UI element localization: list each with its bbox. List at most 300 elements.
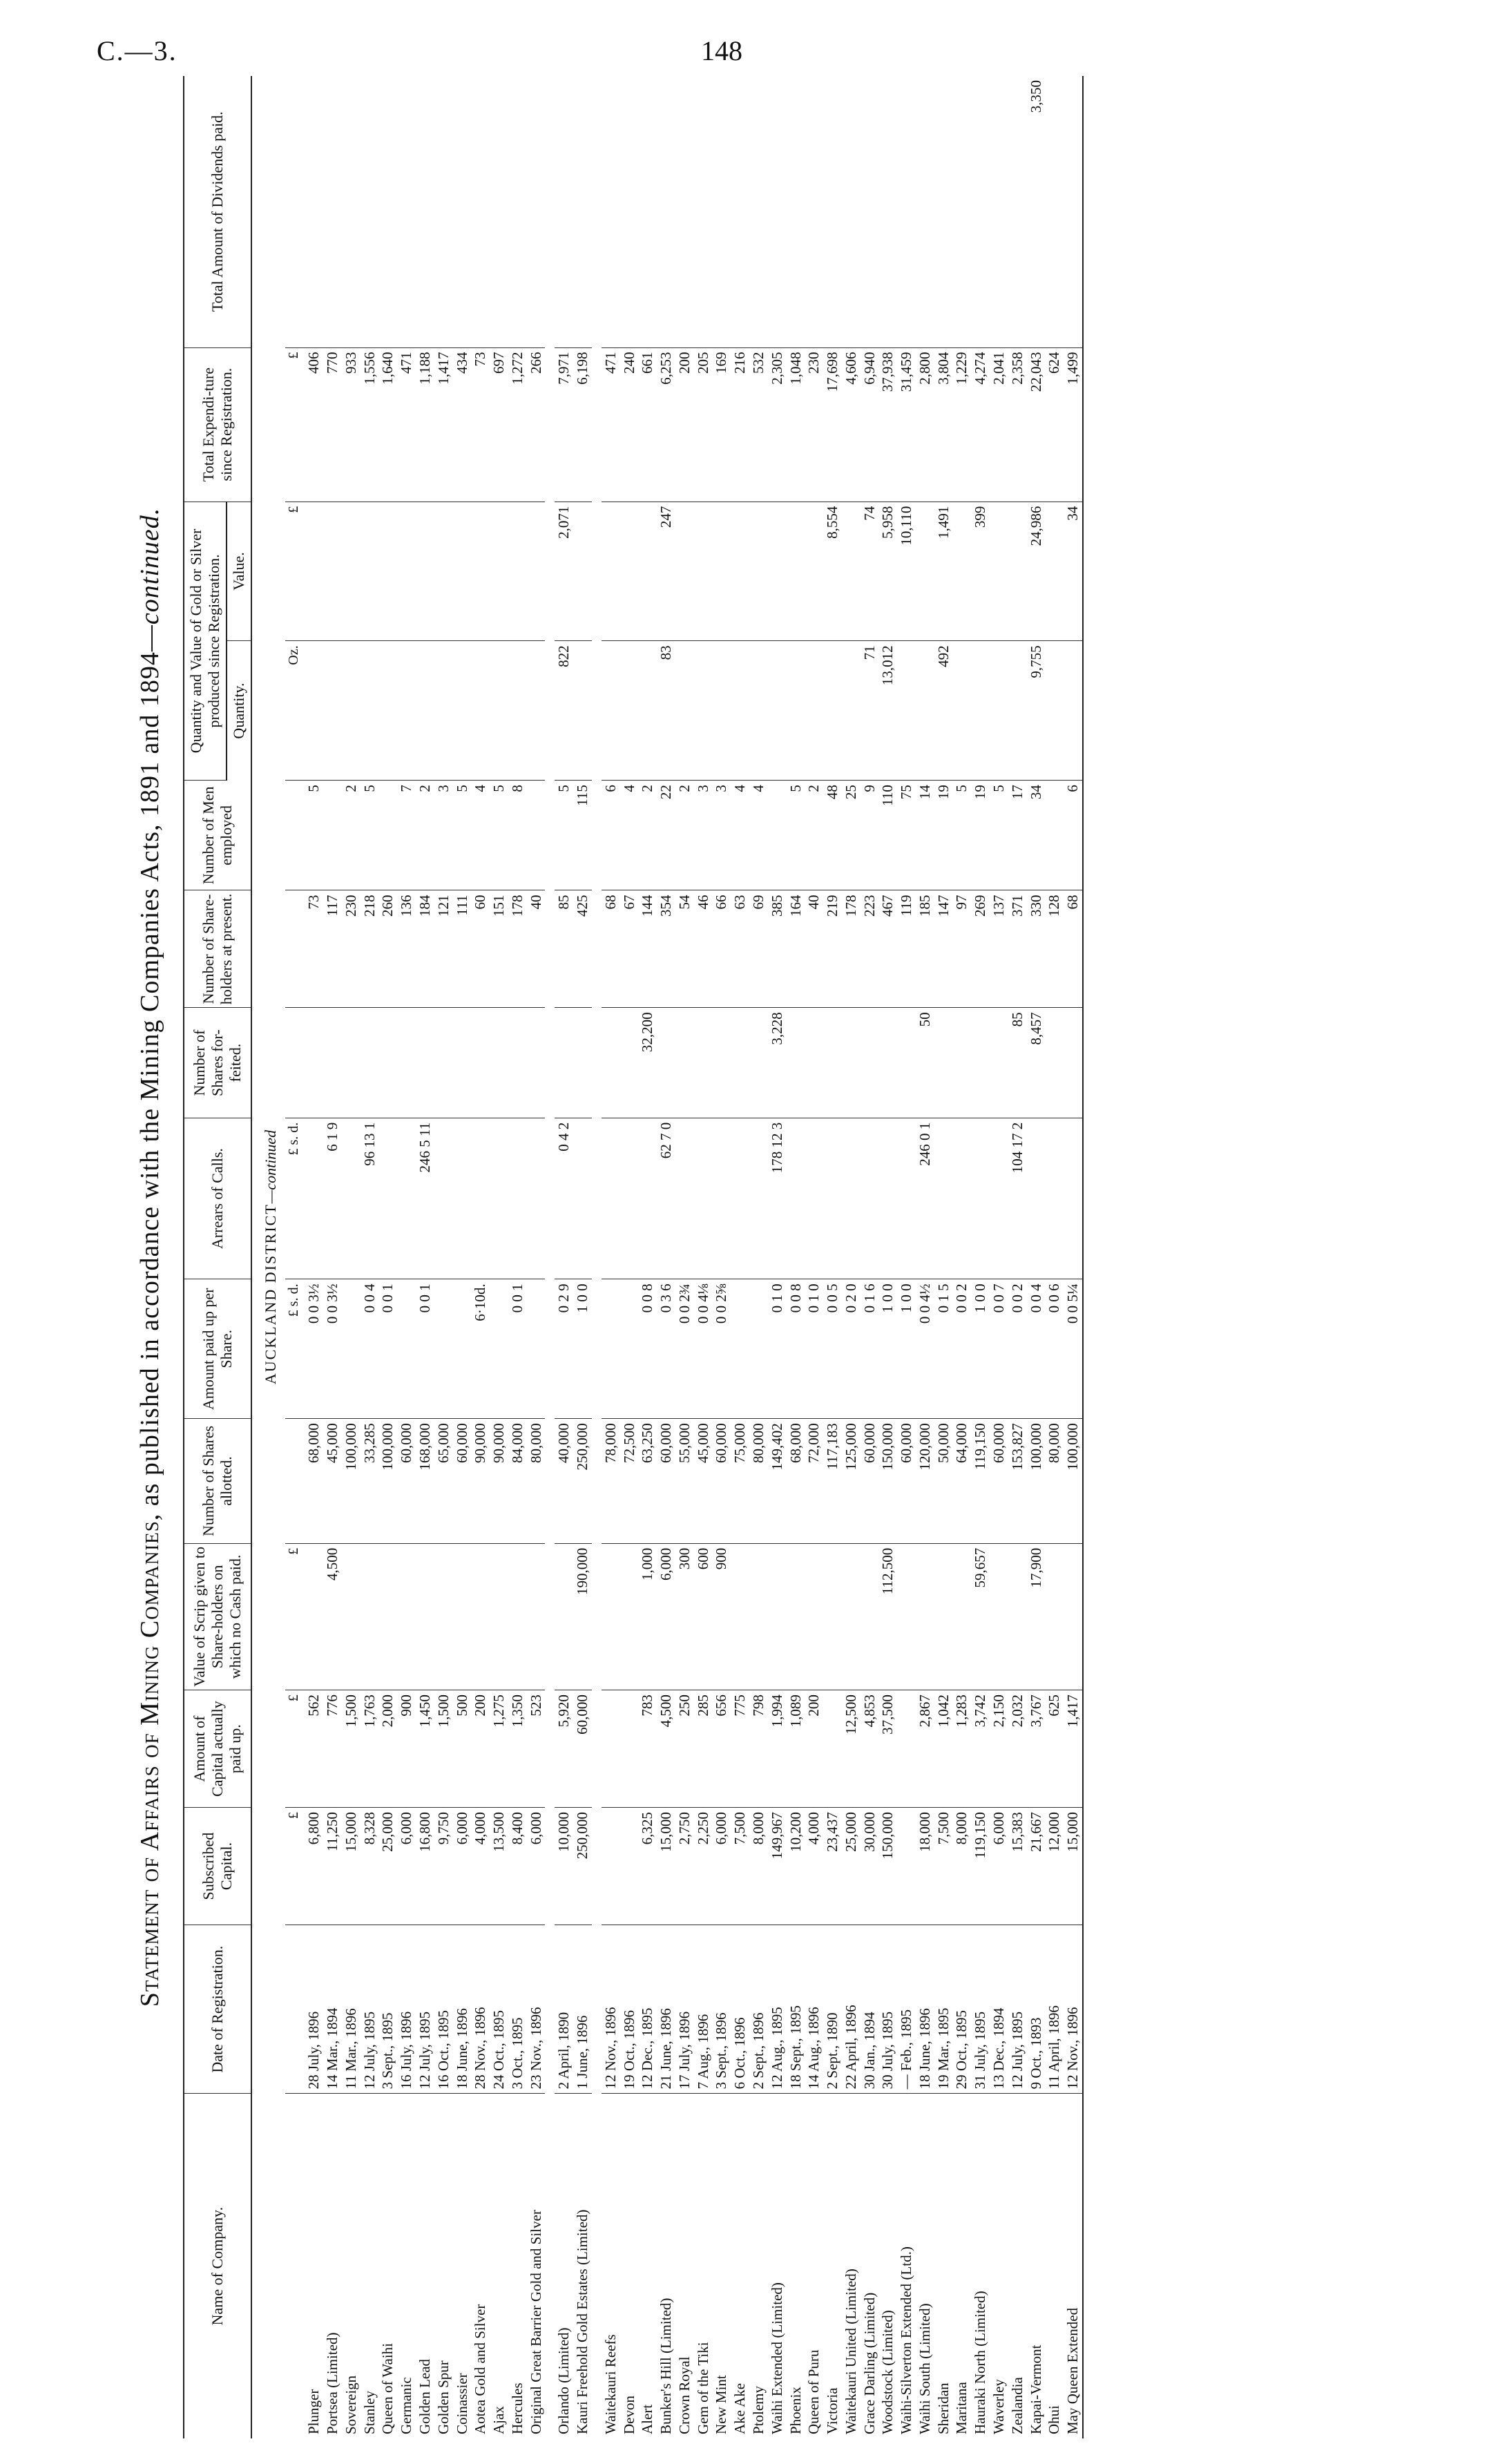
shares-allotted: 75,000 — [731, 1419, 749, 1544]
men-employed: 4 — [731, 781, 749, 890]
shares-allotted: 90,000 — [471, 1419, 490, 1544]
scrip-value — [361, 1543, 379, 1690]
table-row — [397, 76, 416, 2438]
shares-forfeited — [527, 1008, 546, 1118]
gold-quantity — [378, 641, 397, 781]
arrears-of-calls — [527, 1118, 546, 1279]
dividends-paid — [527, 76, 546, 347]
gold-value — [323, 502, 342, 641]
table-row — [416, 76, 434, 2438]
paid-per-share: 0 2 0 — [842, 1279, 861, 1419]
total-expenditure: 471 — [397, 347, 416, 502]
unit-scrip: £ — [285, 1543, 305, 1690]
shareholders: 219 — [823, 890, 842, 1008]
company-name: Portsea (Limited) — [324, 2332, 341, 2434]
shares-forfeited — [1064, 1008, 1083, 1118]
gold-value — [397, 502, 416, 641]
shares-allotted: 45,000 — [323, 1419, 342, 1544]
col-arrears: Arrears of Calls. — [184, 1118, 251, 1279]
registration-date: 16 July, 1896 — [397, 1925, 416, 2094]
company-name: Bunker's Hill (Limited) — [657, 2298, 675, 2434]
arrears-of-calls — [602, 1118, 620, 1279]
shares-allotted: 72,500 — [620, 1419, 639, 1544]
paid-per-share: 0 0 8 — [638, 1279, 657, 1419]
shares-forfeited — [453, 1008, 472, 1118]
capital-paid-up: 2,032 — [1008, 1690, 1027, 1808]
paid-per-share: 0 0 2 — [952, 1279, 971, 1419]
scrip-value: 190,000 — [573, 1543, 592, 1690]
arrears-of-calls — [749, 1118, 768, 1279]
company-name: Waihi Extended (Limited) — [768, 2282, 785, 2434]
shares-allotted: 55,000 — [675, 1419, 694, 1544]
shareholders: 54 — [675, 890, 694, 1008]
shareholders: 147 — [934, 890, 953, 1008]
gold-value — [602, 502, 620, 641]
company-name: Waitekauri Reefs — [602, 2334, 619, 2434]
dividends-paid — [1064, 76, 1083, 347]
affairs-table-wrapper — [183, 76, 1084, 2438]
dividends-paid — [768, 76, 787, 347]
gold-value — [675, 502, 694, 641]
total-expenditure: 6,940 — [861, 347, 879, 502]
company-name: Germanic — [398, 2377, 415, 2434]
total-expenditure: 3,804 — [934, 347, 953, 502]
company-name: Sovereign — [342, 2375, 359, 2434]
subscribed-capital: 9,750 — [434, 1808, 453, 1925]
shareholders: 40 — [805, 890, 823, 1008]
company-name: Zealandia — [1008, 2377, 1026, 2434]
shares-forfeited — [952, 1008, 971, 1118]
capital-paid-up: 798 — [749, 1690, 768, 1808]
registration-date: 7 Aug., 1896 — [694, 1925, 713, 2094]
men-employed: 3 — [694, 781, 713, 890]
shares-forfeited — [471, 1008, 490, 1118]
total-expenditure: 532 — [749, 347, 768, 502]
unit-blank — [285, 890, 305, 1008]
shares-allotted: 72,000 — [805, 1419, 823, 1544]
subscribed-capital: 11,250 — [323, 1808, 342, 1925]
registration-date: 11 Mar., 1896 — [342, 1925, 361, 2094]
shareholders: 185 — [916, 890, 934, 1008]
subscribed-capital: 12,000 — [1045, 1808, 1064, 1925]
dividends-paid — [712, 76, 731, 347]
gold-quantity: 9,755 — [1027, 641, 1046, 781]
shareholders: 178 — [508, 890, 527, 1008]
capital-paid-up: 776 — [323, 1690, 342, 1808]
col-men: Number of Men employed — [184, 781, 251, 890]
paid-per-share: 1 0 0 — [878, 1279, 897, 1419]
arrears-of-calls — [453, 1118, 472, 1279]
gold-value — [508, 502, 527, 641]
scrip-value — [787, 1543, 805, 1690]
registration-date: 13 Dec., 1894 — [990, 1925, 1008, 2094]
shares-forfeited — [1045, 1008, 1064, 1118]
subscribed-capital: 250,000 — [573, 1808, 592, 1925]
gold-quantity — [508, 641, 527, 781]
shareholders: 184 — [416, 890, 434, 1008]
subscribed-capital: 30,000 — [861, 1808, 879, 1925]
gold-quantity — [731, 641, 749, 781]
arrears-of-calls — [694, 1118, 713, 1279]
dividends-paid — [434, 76, 453, 347]
capital-paid-up — [620, 1690, 639, 1808]
men-employed — [527, 781, 546, 890]
subscribed-capital: 8,328 — [361, 1808, 379, 1925]
shares-forfeited — [990, 1008, 1008, 1118]
shares-forfeited: 3,228 — [768, 1008, 787, 1118]
scrip-value: 600 — [694, 1543, 713, 1690]
gold-quantity — [823, 641, 842, 781]
registration-date: 1 June, 1896 — [573, 1925, 592, 2094]
gold-quantity — [842, 641, 861, 781]
dividends-paid — [397, 76, 416, 347]
shareholders: 68 — [602, 890, 620, 1008]
registration-date: 2 April, 1890 — [555, 1925, 573, 2094]
paid-per-share: 1 0 0 — [971, 1279, 990, 1419]
gold-value — [471, 502, 490, 641]
total-expenditure: 6,198 — [573, 347, 592, 502]
men-employed: 6 — [602, 781, 620, 890]
scrip-value: 300 — [675, 1543, 694, 1690]
shareholders: 40 — [527, 890, 546, 1008]
gold-quantity — [602, 641, 620, 781]
men-employed: 19 — [934, 781, 953, 890]
table-row — [573, 76, 592, 2438]
subscribed-capital: 6,000 — [712, 1808, 731, 1925]
total-expenditure: 4,274 — [971, 347, 990, 502]
shareholders: 151 — [490, 890, 508, 1008]
table-row — [305, 76, 323, 2438]
shares-allotted: 120,000 — [916, 1419, 934, 1544]
dividends-paid — [620, 76, 639, 347]
shares-forfeited — [434, 1008, 453, 1118]
men-employed: 19 — [971, 781, 990, 890]
gold-quantity: 13,012 — [878, 641, 897, 781]
arrears-of-calls — [823, 1118, 842, 1279]
subscribed-capital: 18,000 — [916, 1808, 934, 1925]
scrip-value: 1,000 — [638, 1543, 657, 1690]
men-employed: 5 — [555, 781, 573, 890]
subscribed-capital: 2,250 — [694, 1808, 713, 1925]
scrip-value — [768, 1543, 787, 1690]
subscribed-capital: 4,000 — [471, 1808, 490, 1925]
shares-allotted: 60,000 — [453, 1419, 472, 1544]
arrears-of-calls — [878, 1118, 897, 1279]
gold-value: 2,071 — [555, 502, 573, 641]
gold-value — [361, 502, 379, 641]
subscribed-capital: 10,000 — [555, 1808, 573, 1925]
total-expenditure: 1,272 — [508, 347, 527, 502]
gold-quantity — [1008, 641, 1027, 781]
arrears-of-calls — [787, 1118, 805, 1279]
company-name: Waverley — [990, 2379, 1007, 2434]
shareholders: 354 — [657, 890, 675, 1008]
col-value: Value. — [227, 502, 251, 641]
company-name: Golden Spur — [434, 2360, 452, 2434]
table-row — [638, 76, 657, 2438]
total-expenditure: 2,800 — [916, 347, 934, 502]
table-row — [342, 76, 361, 2438]
company-name: New Mint — [713, 2375, 730, 2434]
registration-date: 14 Mar., 1894 — [323, 1925, 342, 2094]
shareholders: 119 — [897, 890, 916, 1008]
capital-paid-up: 562 — [305, 1690, 323, 1808]
gold-quantity — [952, 641, 971, 781]
gold-quantity — [490, 641, 508, 781]
unit-blank — [285, 76, 305, 347]
shareholders: 260 — [378, 890, 397, 1008]
men-employed: 75 — [897, 781, 916, 890]
gold-quantity — [573, 641, 592, 781]
subscribed-capital: 6,000 — [527, 1808, 546, 1925]
shares-allotted: 80,000 — [1045, 1419, 1064, 1544]
arrears-of-calls — [573, 1118, 592, 1279]
title-suffix: , as published in accordance with the Mining Companies Acts, 1891 and 1894— — [135, 624, 164, 1521]
men-employed: 2 — [342, 781, 361, 890]
registration-date: 30 July, 1895 — [878, 1925, 897, 2094]
gold-value — [952, 502, 971, 641]
capital-paid-up: 1,500 — [342, 1690, 361, 1808]
scrip-value — [397, 1543, 416, 1690]
title-continued: continued. — [135, 507, 164, 625]
paid-per-share — [527, 1279, 546, 1419]
dividends-paid — [657, 76, 675, 347]
paid-per-share: 0 0 4½ — [916, 1279, 934, 1419]
district-heading — [251, 76, 285, 2438]
shares-allotted: 150,000 — [878, 1419, 897, 1544]
shares-allotted: 250,000 — [573, 1419, 592, 1544]
subscribed-capital: 15,000 — [657, 1808, 675, 1925]
paid-per-share — [749, 1279, 768, 1419]
shareholders: 67 — [620, 890, 639, 1008]
subscribed-capital: 119,150 — [971, 1808, 990, 1925]
total-expenditure: 216 — [731, 347, 749, 502]
gold-quantity — [694, 641, 713, 781]
gold-value — [638, 502, 657, 641]
shares-allotted: 68,000 — [787, 1419, 805, 1544]
total-expenditure: 31,459 — [897, 347, 916, 502]
gold-value — [490, 502, 508, 641]
shares-forfeited — [861, 1008, 879, 1118]
shares-allotted: 40,000 — [555, 1419, 573, 1544]
dividends-paid — [490, 76, 508, 347]
scrip-value — [416, 1543, 434, 1690]
scrip-value — [434, 1543, 453, 1690]
shares-forfeited — [620, 1008, 639, 1118]
shares-allotted: 60,000 — [397, 1419, 416, 1544]
total-expenditure: 22,043 — [1027, 347, 1046, 502]
capital-paid-up: 60,000 — [573, 1690, 592, 1808]
gold-value: 1,491 — [934, 502, 953, 641]
men-employed: 110 — [878, 781, 897, 890]
arrears-of-calls — [471, 1118, 490, 1279]
subscribed-capital — [620, 1808, 639, 1925]
company-name: Sheridan — [934, 2382, 952, 2434]
unit-blank — [285, 1008, 305, 1118]
shares-allotted: 60,000 — [990, 1419, 1008, 1544]
shares-forfeited — [361, 1008, 379, 1118]
table-row — [749, 76, 768, 2438]
capital-paid-up: 5,920 — [555, 1690, 573, 1808]
gold-value: 74 — [861, 502, 879, 641]
men-employed — [768, 781, 787, 890]
dividends-paid — [471, 76, 490, 347]
shares-forfeited — [805, 1008, 823, 1118]
shares-forfeited — [416, 1008, 434, 1118]
gold-quantity — [787, 641, 805, 781]
scrip-value — [453, 1543, 472, 1690]
shares-forfeited — [490, 1008, 508, 1118]
company-name: Grace Darling (Limited) — [861, 2292, 878, 2434]
capital-paid-up: 2,867 — [916, 1690, 934, 1808]
unit-blank — [285, 1419, 305, 1544]
shares-allotted: 84,000 — [508, 1419, 527, 1544]
scrip-value — [823, 1543, 842, 1690]
arrears-of-calls: 0 4 2 — [555, 1118, 573, 1279]
shares-allotted: 63,250 — [638, 1419, 657, 1544]
capital-paid-up: 900 — [397, 1690, 416, 1808]
registration-date: 18 Sept., 1895 — [787, 1925, 805, 2094]
shareholders: 66 — [712, 890, 731, 1008]
total-expenditure: 73 — [471, 347, 490, 502]
paid-per-share: 0 3 6 — [657, 1279, 675, 1419]
table-row — [768, 76, 787, 2438]
gold-quantity — [323, 641, 342, 781]
col-date: Date of Registration. — [184, 1925, 251, 2094]
paid-per-share: 0 2 9 — [555, 1279, 573, 1419]
dividends-paid — [916, 76, 934, 347]
registration-date: 2 Sept., 1896 — [749, 1925, 768, 2094]
men-employed: 5 — [990, 781, 1008, 890]
shares-allotted: 50,000 — [934, 1419, 953, 1544]
registration-date: 11 April, 1896 — [1045, 1925, 1064, 2094]
men-employed: 22 — [657, 781, 675, 890]
shareholders: 69 — [749, 890, 768, 1008]
table-row — [555, 76, 573, 2438]
scrip-value — [952, 1543, 971, 1690]
capital-paid-up: 1,763 — [361, 1690, 379, 1808]
arrears-of-calls — [620, 1118, 639, 1279]
company-name: Stanley — [361, 2391, 378, 2434]
scrip-value — [1008, 1543, 1027, 1690]
units-row — [285, 76, 305, 2438]
company-name: Victoria — [824, 2387, 841, 2434]
arrears-of-calls: 104 17 2 — [1008, 1118, 1027, 1279]
gold-value: 8,554 — [823, 502, 842, 641]
dividends-paid — [453, 76, 472, 347]
scrip-value: 17,900 — [1027, 1543, 1046, 1690]
unit-paid-up: £ — [285, 1690, 305, 1808]
capital-paid-up: 1,283 — [952, 1690, 971, 1808]
scrip-value — [342, 1543, 361, 1690]
capital-paid-up: 2,000 — [378, 1690, 397, 1808]
shares-allotted: 33,285 — [361, 1419, 379, 1544]
subscribed-capital: 8,000 — [749, 1808, 768, 1925]
total-expenditure: 770 — [323, 347, 342, 502]
gold-quantity — [1064, 641, 1083, 781]
company-name: Aotea Gold and Silver — [472, 2304, 489, 2434]
paid-per-share — [731, 1279, 749, 1419]
total-expenditure: 1,048 — [787, 347, 805, 502]
capital-paid-up: 3,742 — [971, 1690, 990, 1808]
subscribed-capital: 6,000 — [990, 1808, 1008, 1925]
dividends-paid — [323, 76, 342, 347]
unit-blank — [285, 781, 305, 890]
company-name: Waitekauri United (Limited) — [842, 2269, 859, 2434]
table-row — [990, 76, 1008, 2438]
gold-quantity — [305, 641, 323, 781]
paid-per-share: 0 0 2⅝ — [712, 1279, 731, 1419]
shares-allotted: 78,000 — [602, 1419, 620, 1544]
arrears-of-calls — [1045, 1118, 1064, 1279]
company-name: Ohui — [1046, 2405, 1063, 2434]
arrears-of-calls — [934, 1118, 953, 1279]
total-expenditure: 7,971 — [555, 347, 573, 502]
unit-quantity: Oz. — [285, 641, 305, 781]
shares-allotted: 80,000 — [749, 1419, 768, 1544]
company-name: Woodstock (Limited) — [879, 2310, 896, 2434]
shares-forfeited — [897, 1008, 916, 1118]
arrears-of-calls — [638, 1118, 657, 1279]
table-row — [361, 76, 379, 2438]
arrears-of-calls — [508, 1118, 527, 1279]
subscribed-capital: 6,325 — [638, 1808, 657, 1925]
company-name: Waihi South (Limited) — [916, 2303, 933, 2434]
dividends-paid — [638, 76, 657, 347]
registration-date: 29 Oct., 1895 — [952, 1925, 971, 2094]
men-employed: 2 — [675, 781, 694, 890]
paid-per-share: 0 0 2¾ — [675, 1279, 694, 1419]
arrears-of-calls — [305, 1118, 323, 1279]
shares-forfeited — [971, 1008, 990, 1118]
shares-allotted: 60,000 — [861, 1419, 879, 1544]
company-name: Queen of Puru — [805, 2349, 823, 2434]
registration-date: 19 Mar., 1895 — [934, 1925, 953, 2094]
table-row — [842, 76, 861, 2438]
capital-paid-up: 12,500 — [842, 1690, 861, 1808]
shareholders: 136 — [397, 890, 416, 1008]
gold-value: 34 — [1064, 502, 1083, 641]
table-body — [251, 76, 1083, 2438]
total-expenditure: 266 — [527, 347, 546, 502]
arrears-of-calls — [1027, 1118, 1046, 1279]
gold-value — [416, 502, 434, 641]
gold-value — [434, 502, 453, 641]
gold-value — [527, 502, 546, 641]
arrears-of-calls: 178 12 3 — [768, 1118, 787, 1279]
arrears-of-calls — [897, 1118, 916, 1279]
men-employed: 5 — [361, 781, 379, 890]
capital-paid-up: 775 — [731, 1690, 749, 1808]
total-expenditure: 1,229 — [952, 347, 971, 502]
shares-forfeited — [323, 1008, 342, 1118]
capital-paid-up: 1,417 — [1064, 1690, 1083, 1808]
paid-per-share: 0 1 0 — [768, 1279, 787, 1419]
subscribed-capital: 13,500 — [490, 1808, 508, 1925]
shares-allotted: 80,000 — [527, 1419, 546, 1544]
gold-value — [787, 502, 805, 641]
capital-paid-up: 783 — [638, 1690, 657, 1808]
capital-paid-up: 200 — [805, 1690, 823, 1808]
gold-quantity — [342, 641, 361, 781]
table-row — [934, 76, 953, 2438]
scrip-value — [805, 1543, 823, 1690]
shareholders: 85 — [555, 890, 573, 1008]
shareholders: 117 — [323, 890, 342, 1008]
gold-value — [378, 502, 397, 641]
gold-quantity: 492 — [934, 641, 953, 781]
paid-per-share: 0 1 5 — [934, 1279, 953, 1419]
